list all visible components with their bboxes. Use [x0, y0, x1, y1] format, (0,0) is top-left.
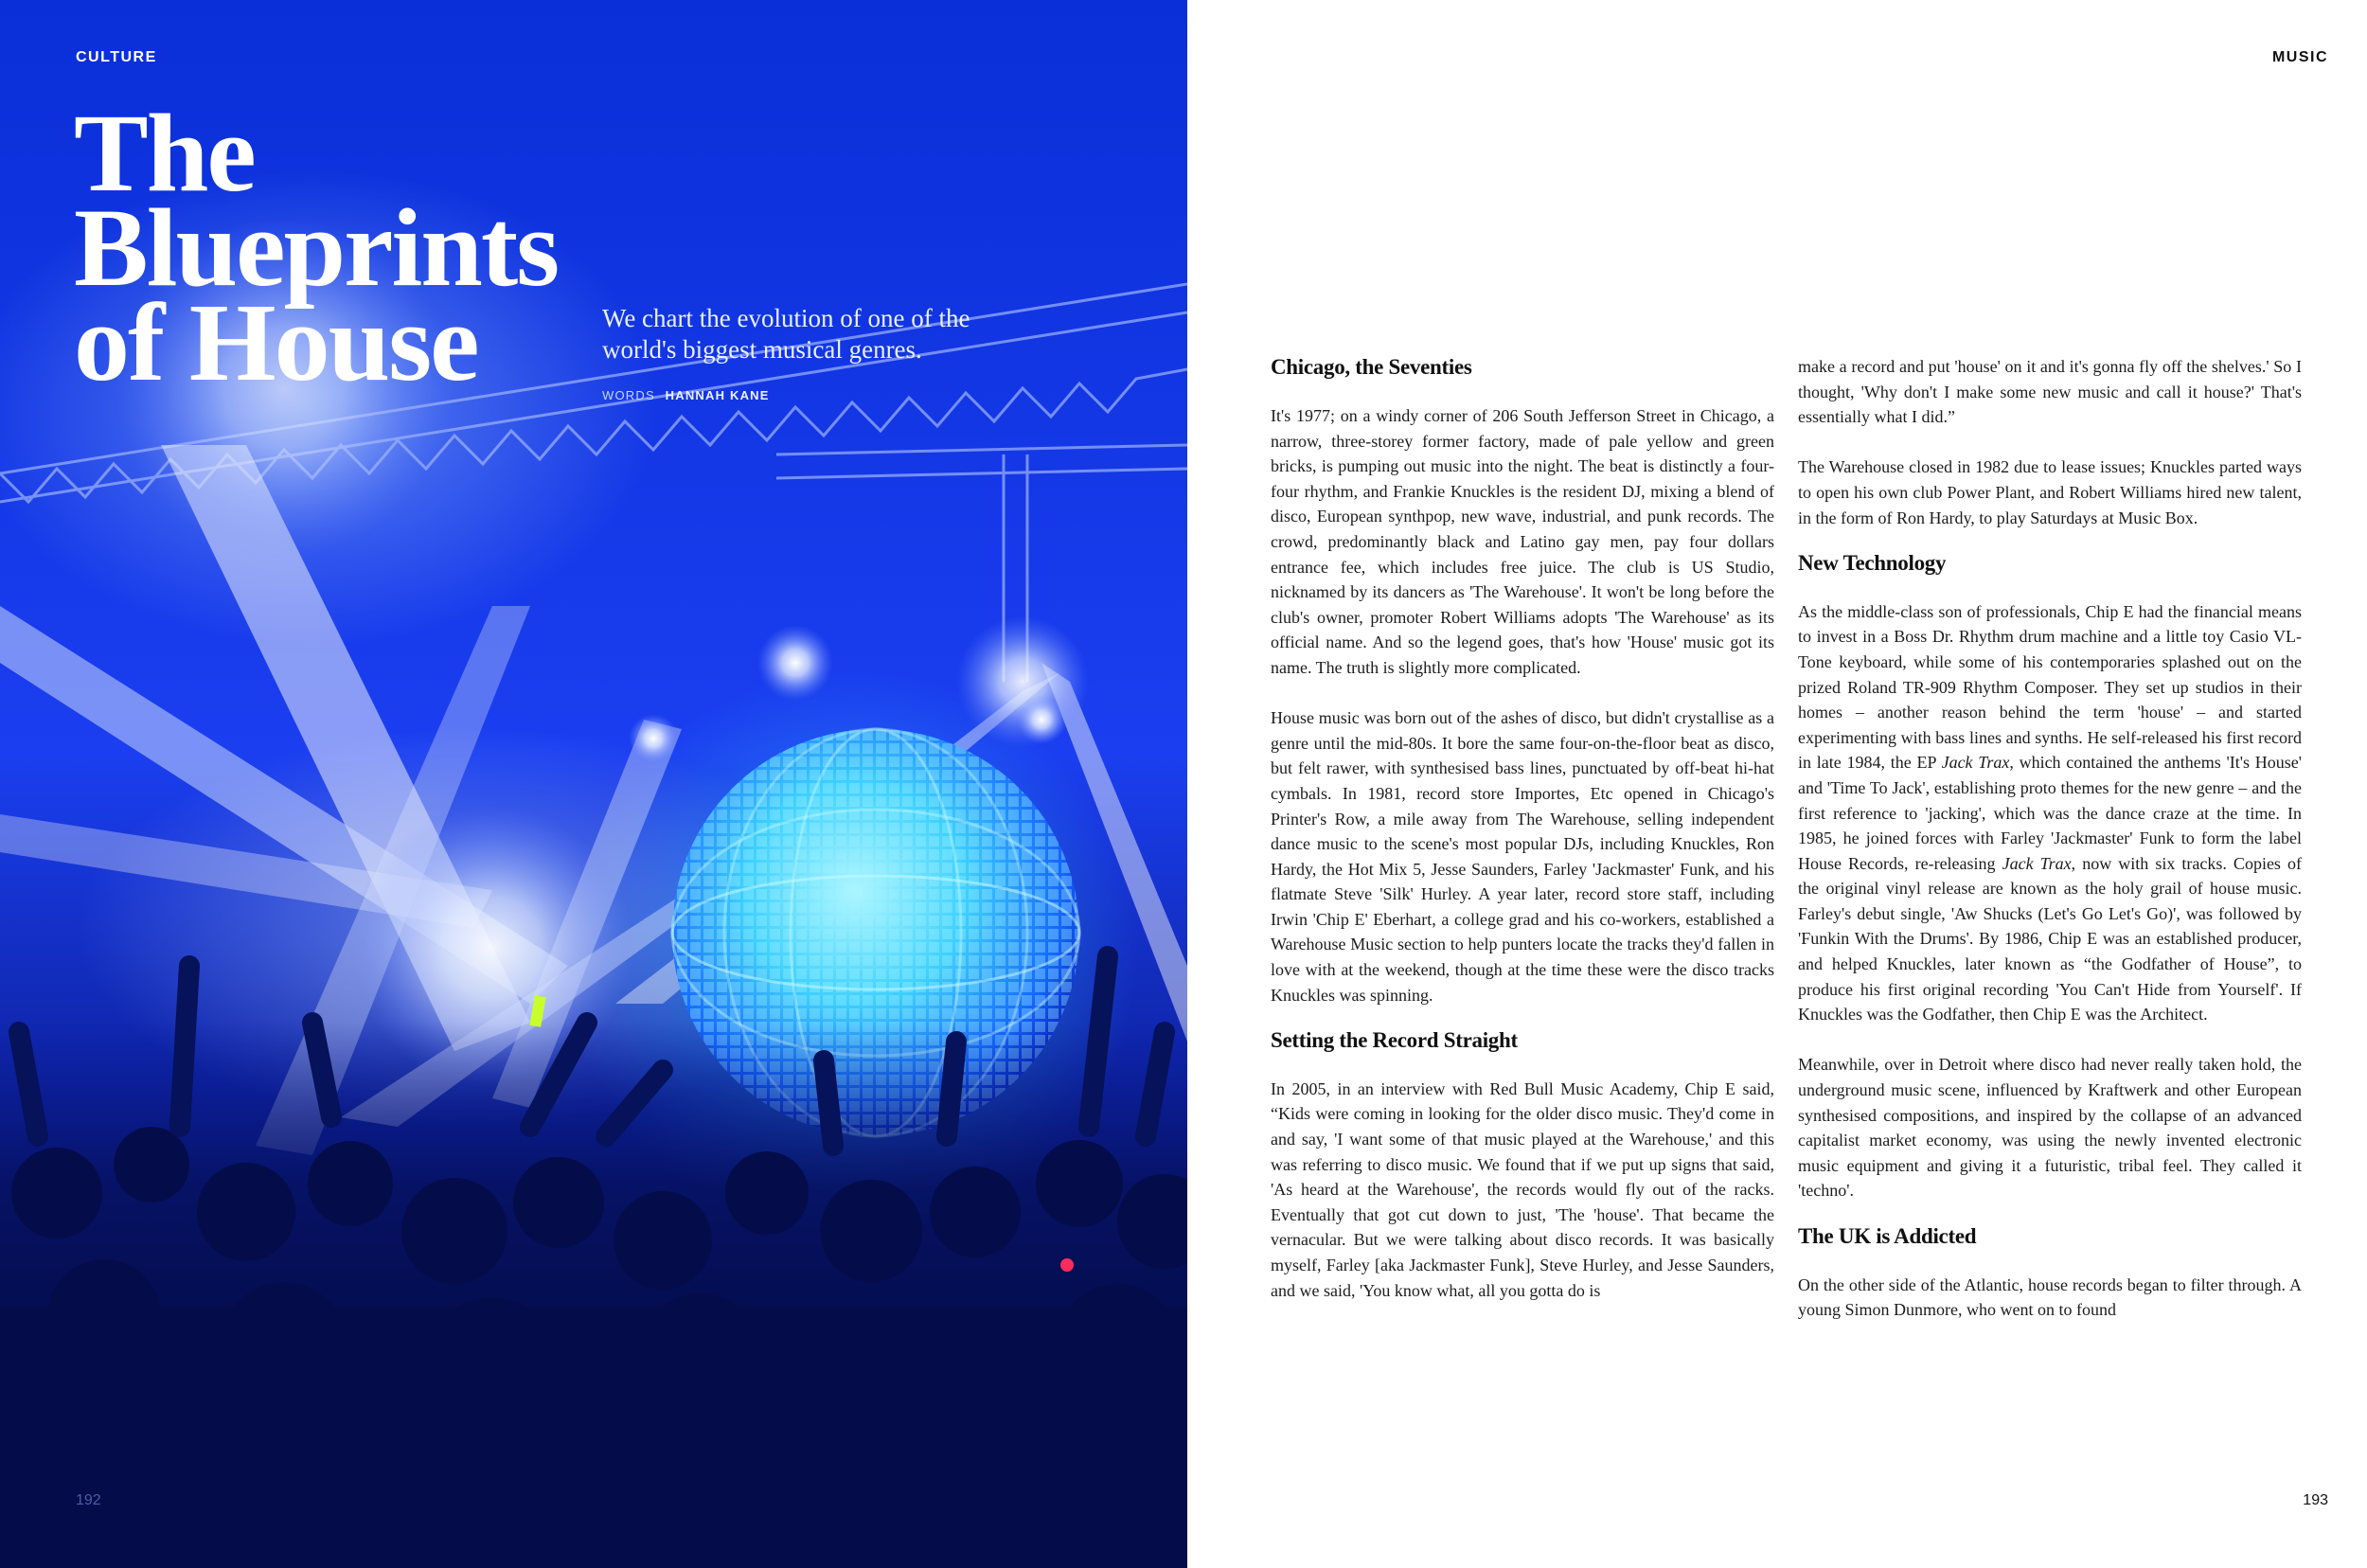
ep-title: Jack Trax	[2002, 853, 2072, 873]
headline-line-1: The	[74, 91, 255, 215]
text-run: , which contained the anthems 'It's House' and 'Time To Jack', establishing proto themes for the new genre – and the first reference to 'jacking', which was the dance craze at the time. In 1985, he joined forces with Farley 'Jackmaster' Funk to form the label House Records, re-releasing	[1798, 753, 2302, 873]
paragraph: Meanwhile, over in Detroit where disco had never really taken hold, the underground music scene, influenced by Kraftwerk and other European synthesised compositions, and inspired by the collapse of an advanced capitalist market economy, was using the newly invented electronic music equipment and giving it a futuristic, tribal feel. They called it 'techno'.	[1798, 1055, 2302, 1201]
page-number-left: 192	[76, 1492, 101, 1508]
text-run: As the middle-class son of professionals, Chip E had the financial means to invest in a Boss Dr. Rhythm drum machine and a little toy Casio VL-Tone keyboard, while some of his contemporaries splashed out on the prized Roland TR-909 Rhythm Composer. They set up studios in their homes – another reason behind the term 'house' – and started experimenting with bass lines and synths. He self-released his first record in late 1984, the EP	[1798, 601, 2302, 773]
paragraph: It's 1977; on a windy corner of 206 South Jefferson Street in Chicago, a narrow, three-storey former factory, made of pale yellow and green bricks, is pumping out music into the night. The beat is distinctly a four-four rhythm, and Frankie Knuckles is the resident DJ, mixing a blend of disco, European synthpop, new wave, industrial, and punk records. The crowd, predominantly black and Latino gay men, pay four dollars entrance fee, which includes free juice. The club is US Studio, nicknamed by its dancers as 'The Warehouse'. It won't be long before the club's owner, promoter Robert Williams adopts 'The Warehouse' as its official name. And so the legend goes, that's how 'House' music got its name. The truth is slightly more complicated.	[1271, 406, 1774, 677]
headline-line-3: of House	[74, 280, 478, 404]
subhead-uk-addicted: The UK is Addicted	[1798, 1223, 1977, 1248]
standfirst: We chart the evolution of one of the world's biggest musical genres.	[602, 304, 970, 364]
paragraph: On the other side of the Atlantic, house records began to filter through. A young Simon Dunmore, who went on to found	[1798, 1274, 2302, 1320]
subhead-chicago: Chicago, the Seventies	[1271, 355, 1472, 379]
paragraph: House music was born out of the ashes of disco, but didn't crystallise as a genre until the mid-80s. It bore the same four-on-the-floor beat as disco, but felt rawer, with synthesised bass lines, punctuated by off-beat hi-hat cymbals. In 1981, record store Importes, Etc opened in Chicago's Printer's Row, a mile away from The Warehouse, selling independent dance music to the scene's most popular DJs, including Knuckles, Ron Hardy, the Hot Mix 5, Jesse Saunders, Farley 'Jackmaster' Funk, and his flatmate Steve 'Silk' Hurley. A year later, record store staff, including Irwin 'Chip E' Eberhart, a college grad and his co-workers, established a Warehouse Music section to help punters locate the tracks they'd fallen in love with at the weekend, though at the time these were the disco tracks Knuckles was spinning.	[1271, 708, 1774, 1005]
subhead-record-straight: Setting the Record Straight	[1271, 1027, 1518, 1052]
section-label-music: MUSIC	[2271, 49, 2328, 65]
text-column-right	[1798, 354, 2302, 1323]
article-headline	[74, 91, 604, 404]
text-column-left	[1271, 354, 1774, 1303]
byline-label: WORDS	[602, 388, 655, 402]
page-number-right: 193	[2303, 1492, 2328, 1508]
section-label-culture: CULTURE	[76, 49, 157, 65]
paragraph: make a record and put 'house' on it and it's gonna fly off the shelves.' So I thought, 'Why don't I make some new music and call it house?' That's essentially what I did.”	[1798, 357, 2302, 427]
byline	[602, 388, 770, 402]
subhead-new-technology: New Technology	[1798, 550, 1947, 575]
text-run: , now with six tracks. Copies of the original vinyl release are known as the holy grail of house music. Farley's debut single, 'Aw Shucks (Let's Go Let's Go)', was followed by 'Funkin With the Drums'. By 1986, Chip E was an established producer, and helped Knuckles, later known as “the Godfather of House”, to produce his first original recording 'You Can't Hide from Yourself'. If Knuckles was the Godfather, then Chip E was the Architect.	[1798, 853, 2302, 1025]
headline-line-2: Blueprints	[74, 186, 559, 310]
paragraph: In 2005, in an interview with Red Bull Music Academy, Chip E said, “Kids were coming in looking for the older disco music. They'd come in and say, 'I want some of that music played at the Warehouse,' and this was referring to disco music. We found that if we put up signs that said, 'As heard at the Warehouse', the records would fly out of the racks. Eventually that got cut down to just, 'The 'house'. That became the vernacular. But we were talking about disco records. It was basically myself, Farley [aka Jackmaster Funk], Steve Hurley, and Jesse Saunders, and we said, 'You know what, all you gotta do is	[1271, 1078, 1774, 1300]
paragraph: The Warehouse closed in 1982 due to lease issues; Knuckles parted ways to open his own club Power Plant, and Robert Williams hired new talent, in the form of Ron Hardy, to play Saturdays at Music Box.	[1798, 457, 2302, 527]
paragraph	[1798, 599, 2302, 1027]
byline-author: HANNAH KANE	[665, 388, 770, 402]
crowd-silhouettes	[0, 956, 1187, 1568]
ep-title: Jack Trax	[1941, 753, 2010, 773]
